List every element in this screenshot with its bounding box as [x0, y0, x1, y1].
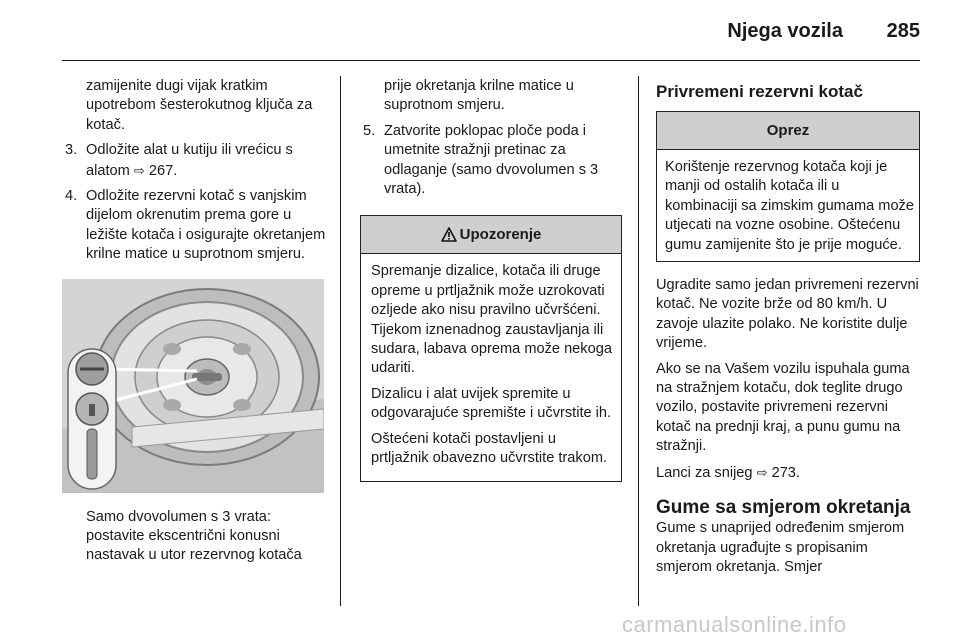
- warning-paragraph: Dizalicu i alat uvijek spremite u odgovarajuće spremište i učvrstite ih.: [371, 385, 612, 422]
- paragraph: Ako se na Vašem vozilu ispuhala guma na stražnjem kotaču, dok teglite drugo vozilo, postavite privremeni rezervni kotač na prednji kraj, a punu gumu na stražnji.: [656, 360, 910, 455]
- paragraph-text: Lanci za snijeg: [656, 464, 753, 481]
- figure-caption: Samo dvovolumen s 3 vrata: postavite ekscentrični konusni nastavak u utor rezervnog kotača: [86, 508, 302, 564]
- reference-arrow-icon: ⇨: [756, 464, 768, 480]
- section-title: Gume sa smjerom okretanja: [656, 497, 911, 519]
- list-item-4: [62, 187, 332, 265]
- column-divider-2: [638, 76, 639, 606]
- page-reference[interactable]: 267.: [148, 162, 178, 179]
- caution-header: Oprez: [657, 112, 919, 150]
- list-text: Zatvorite poklopac ploče poda i umetnite stražnji pretinac za odlaganje (samo dvovolumen s 3 vrata).: [384, 122, 599, 198]
- warning-paragraph: Oštećeni kotači postavljeni u prtljažnik obavezno učvrstite trakom.: [371, 430, 608, 467]
- warning-box: [360, 215, 622, 481]
- page-number: 285: [886, 20, 920, 42]
- paragraph: [656, 463, 920, 483]
- warning-triangle-icon: [441, 227, 457, 242]
- watermark: carmanualsonline.info: [622, 612, 847, 637]
- column-2: [360, 77, 622, 482]
- list-number: 4.: [65, 188, 78, 205]
- list-number: 3.: [65, 142, 78, 159]
- paragraph: prije okretanja krilne matice u suprotnom smjeru.: [384, 78, 574, 114]
- warning-title: Upozorenje: [459, 226, 542, 244]
- paragraph: Ugradite samo jedan privremeni rezervni kotač. Ne vozite brže od 80 km/h. U zavoje ulazite polako. Ne koristite dulje vrijeme.: [656, 277, 919, 352]
- paragraph: Gume s unaprijed određenim smjerom okretanja ugrađujte s propisanim smjerom okretanja. Smjer: [656, 520, 905, 575]
- header-title: Njega vozila: [727, 20, 843, 42]
- caution-body: Korištenje rezervnog kotača koji je manji od ostalih kotača ili u kombinaciji sa zimskim gumama može utjecati na vozne osobine. Oštećenu gumu zamijenite što je prije moguće.: [665, 159, 914, 253]
- list-number: 5.: [363, 122, 376, 139]
- section-title: Privremeni rezervni kotač: [656, 82, 863, 101]
- warning-body: [361, 254, 621, 480]
- column-3: [656, 79, 920, 583]
- list-text: Odložite alat u kutiju ili vrećicu s alatom: [86, 142, 293, 179]
- spare-wheel-figure: [62, 279, 324, 493]
- paragraph: zamijenite dugi vijak kratkim upotrebom šesterokutnog ključa za kotač.: [86, 78, 313, 133]
- warning-paragraph: Spremanje dizalice, kotača ili druge opreme u prtljažnik može uzrokovati ozljede ako nisu pravilno učvršćeni. Tijekom iznenadnog zaustavljanja ili sudara, labava oprema može nekoga udariti.: [371, 263, 612, 377]
- list-item-3: [62, 141, 332, 181]
- reference-arrow-icon: ⇨: [133, 162, 145, 178]
- list-text: Odložite rezervni kotač s vanjskim dijelom okrenutim prema gore u ležište kotača i osigurajte okretanjem krilne matice u suprotnom smjeru.: [86, 188, 326, 263]
- warning-header: [361, 216, 621, 254]
- caution-box: [656, 111, 920, 262]
- page-header: [0, 0, 960, 62]
- header-rule: [62, 60, 920, 61]
- list-item-5: [360, 122, 622, 200]
- page-reference[interactable]: 273.: [771, 464, 800, 481]
- spare-wheel-illustration: [62, 279, 324, 493]
- column-divider-1: [340, 76, 341, 606]
- column-1: [62, 77, 332, 566]
